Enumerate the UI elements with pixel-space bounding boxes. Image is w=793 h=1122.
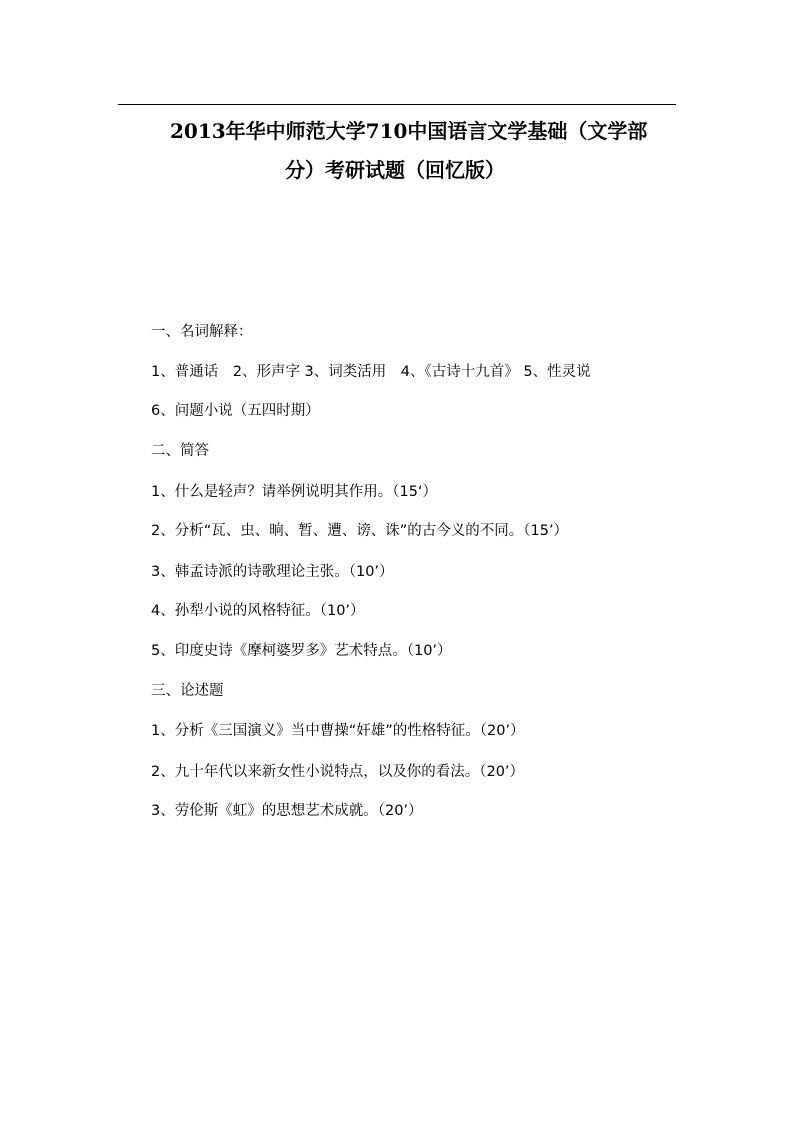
section-heading-short-answer: 二、简答: [151, 443, 209, 459]
section-heading-essay: 三、论述题: [151, 683, 224, 699]
short-answer-question-3: 3、韩孟诗派的诗歌理论主张。（10’）: [151, 564, 394, 580]
essay-question-1: 1、分析《三国演义》当中曹操“奸雄”的性格特征。（20’）: [151, 723, 525, 739]
essay-question-2: 2、九十年代以来新女性小说特点，以及你的看法。（20’）: [151, 764, 525, 780]
page-title-line-2: 分）考研试题（回忆版）: [285, 158, 505, 182]
short-answer-question-4: 4、孙犁小说的风格特征。（10’）: [151, 603, 365, 619]
short-answer-question-1: 1、什么是轻声？请举例说明其作用。（15‘）: [151, 484, 438, 500]
section-heading-terms: 一、名词解释：: [151, 324, 253, 340]
terms-line-2: 6、问题小说（五四时期）: [151, 403, 320, 419]
short-answer-question-5: 5、印度史诗《摩柯婆罗多》艺术特点。（10’）: [151, 643, 452, 659]
header-rule: [118, 104, 676, 105]
short-answer-question-2: 2、分析“瓦、虫、晌、暂、遭、谤、诛”的古今义的不同。（15’）: [151, 523, 569, 539]
page-title-line-1: 2013年华中师范大学710中国语言文学基础（文学部: [170, 119, 648, 143]
terms-line-1: 1、普通话 2、形声字 3、词类活用 4、《古诗十九首》 5、性灵说: [151, 364, 591, 380]
essay-question-3: 3、劳伦斯《虹》的思想艺术成就。（20’）: [151, 803, 423, 819]
